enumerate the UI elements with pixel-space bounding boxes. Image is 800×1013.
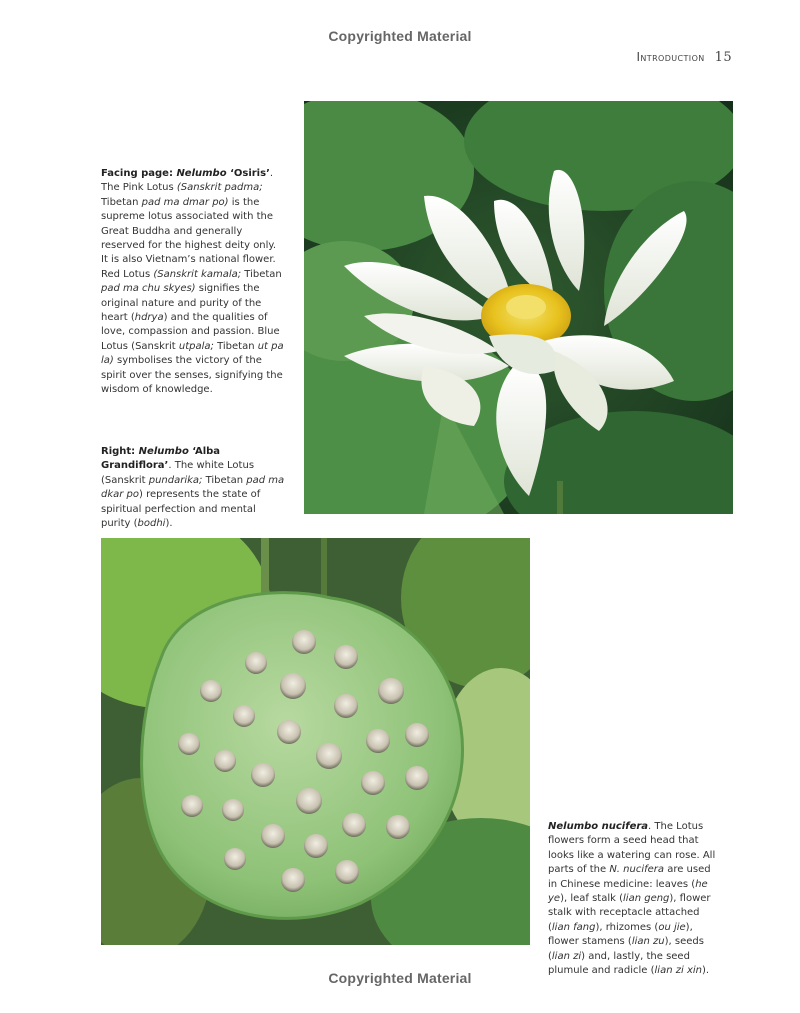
seed-head-illustration (101, 538, 530, 945)
caption-seed-head: Nelumbo nucifera. The Lotus flowers form a seed head that looks like a watering can rose. All parts of the N. nucifera are used in Chinese medicine: leaves (he ye), leaf stalk (lian geng), flower stalk with receptacle attached (lian fang), rhizomes (ou jie), flower stamens (lian zu), seeds (lian zi) and, lastly, the seed plumule and radicle (lian zi xin). (548, 821, 716, 977)
caption-facing-page: Facing page: Nelumbo ‘Osiris’. The Pink Lotus (Sanskrit padma; Tibetan pad ma dmar po) is the supreme lotus associated with the Great Buddha and generally reserved for the highest deity only. It is also Vietnam’s national flower. Red Lotus (Sanskrit kamala; Tibetan pad ma chu skyes) signifies the original nature and purity of the heart (hdrya) and the qualities of love, compassion and passion. Blue Lotus (Sanskrit utpala; Tibetan ut pa la) symbolises the victory of the spirit over the senses, signifying the wisdom of knowledge. (101, 168, 284, 396)
seed-head-photo (101, 538, 530, 945)
copyright-watermark-top: Copyrighted Material (328, 28, 472, 44)
copyright-watermark-bottom: Copyrighted Material (328, 970, 472, 986)
white-lotus-photo (304, 101, 733, 514)
caption-lead: Facing page: Nelumbo ‘Osiris’ (101, 168, 270, 179)
section-title: Introduction (636, 50, 705, 64)
running-head (636, 50, 732, 65)
caption-right: Right: Nelumbo ‘Alba Grandiflora’. The white Lotus (Sanskrit pundarika; Tibetan pad ma dkar po) represents the state of spiritual perfection and mental purity (bodhi). (101, 446, 285, 530)
caption-lead: Nelumbo nucifera (548, 821, 649, 832)
white-lotus-illustration (304, 101, 733, 514)
page-number: 15 (714, 50, 732, 65)
caption-lead: Right: Nelumbo ‘Alba Grandiflora’ (101, 446, 221, 472)
